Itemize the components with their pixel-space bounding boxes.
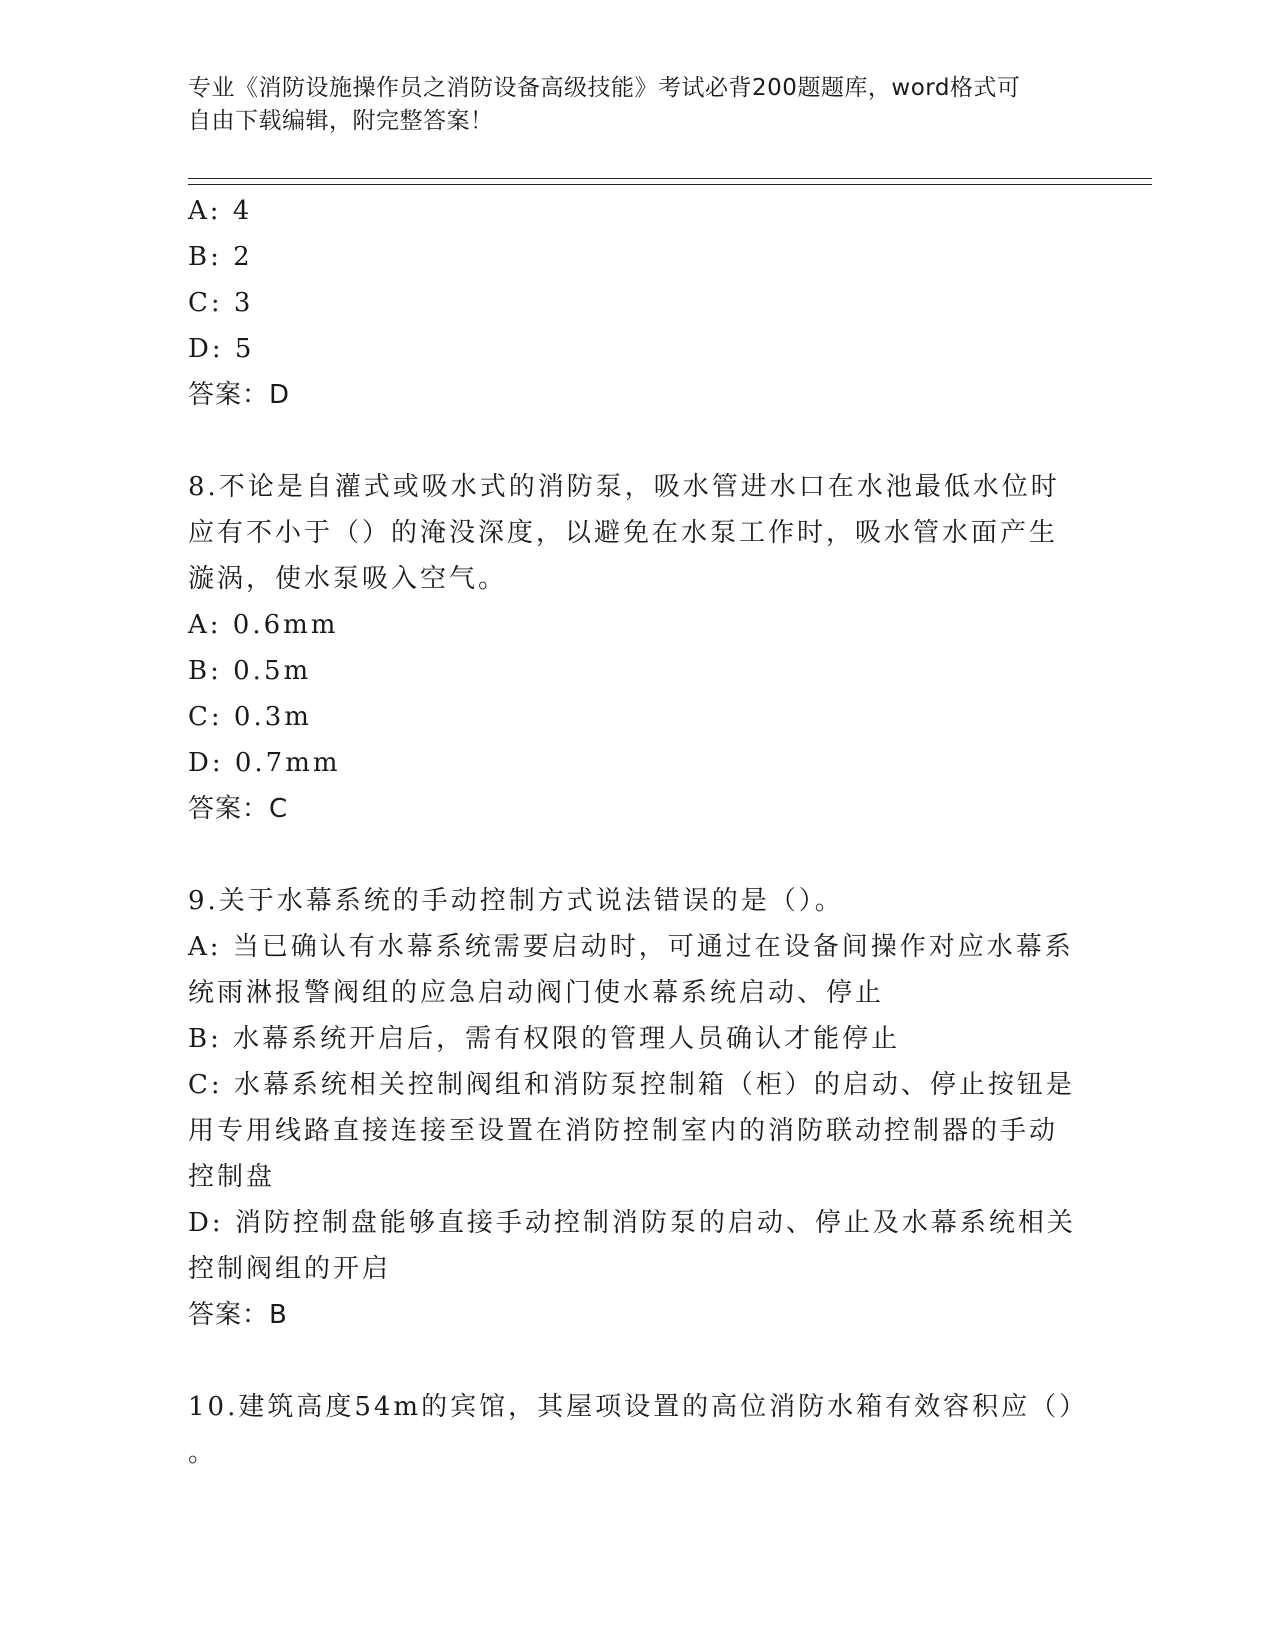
question-text-line: 10.建筑高度54m的宾馆，其屋项设置的高位消防水箱有效容积应（） bbox=[188, 1392, 1089, 1422]
spacer bbox=[188, 1338, 1088, 1384]
option-c-continued: 用专用线路直接连接至设置在消防控制室内的消防联动控制器的手动 bbox=[188, 1116, 1059, 1146]
question-text-line: 8.不论是自灌式或吸水式的消防泵，吸水管进水口在水池最低水位时 bbox=[188, 472, 1060, 502]
option-d: D: 0.7mm bbox=[188, 748, 341, 778]
option-b: B: 0.5m bbox=[188, 656, 312, 686]
document-header bbox=[188, 72, 1068, 138]
option-a: A: 当已确认有水幕系统需要启动时，可通过在设备间操作对应水幕系 bbox=[188, 932, 1074, 962]
option-d: D: 5 bbox=[188, 334, 255, 364]
question-7 bbox=[188, 188, 1088, 418]
option-c-continued: 控制盘 bbox=[188, 1162, 276, 1192]
question-9 bbox=[188, 878, 1088, 1338]
option-d: D: 消防控制盘能够直接手动控制消防泵的启动、停止及水幕系统相关 bbox=[188, 1208, 1076, 1238]
header-line-2: 自由下载编辑，附完整答案！ bbox=[188, 108, 494, 134]
option-a: A: 0.6mm bbox=[188, 610, 339, 640]
header-line-1: 专业《消防设施操作员之消防设备高级技能》考试必背200题题库，word格式可 bbox=[188, 75, 1021, 101]
question-8 bbox=[188, 464, 1088, 832]
option-d-continued: 控制阀组的开启 bbox=[188, 1254, 392, 1284]
option-c: C: 0.3m bbox=[188, 702, 312, 732]
option-a-continued: 统雨淋报警阀组的应急启动阀门使水幕系统启动、停止 bbox=[188, 978, 885, 1008]
question-10 bbox=[188, 1384, 1088, 1476]
question-text-line: 漩涡，使水泵吸入空气。 bbox=[188, 564, 508, 594]
option-b: B: 水幕系统开启后，需有权限的管理人员确认才能停止 bbox=[188, 1024, 901, 1054]
option-c: C: 3 bbox=[188, 288, 254, 318]
question-text-line: 9.关于水幕系统的手动控制方式说法错误的是（）。 bbox=[188, 886, 844, 916]
question-text-line: 应有不小于（）的淹没深度，以避免在水泵工作时，吸水管水面产生 bbox=[188, 518, 1059, 548]
question-text-line: 。 bbox=[188, 1438, 218, 1468]
spacer bbox=[188, 418, 1088, 464]
option-b: B: 2 bbox=[188, 242, 253, 272]
header-divider bbox=[188, 178, 1152, 185]
answer: 答案：D bbox=[188, 380, 291, 410]
answer: 答案：C bbox=[188, 794, 289, 824]
question-content bbox=[188, 188, 1088, 1476]
answer: 答案：B bbox=[188, 1300, 288, 1330]
option-c: C: 水幕系统相关控制阀组和消防泵控制箱（柜）的启动、停止按钮是 bbox=[188, 1070, 1075, 1100]
spacer bbox=[188, 832, 1088, 878]
option-a: A: 4 bbox=[188, 196, 253, 226]
